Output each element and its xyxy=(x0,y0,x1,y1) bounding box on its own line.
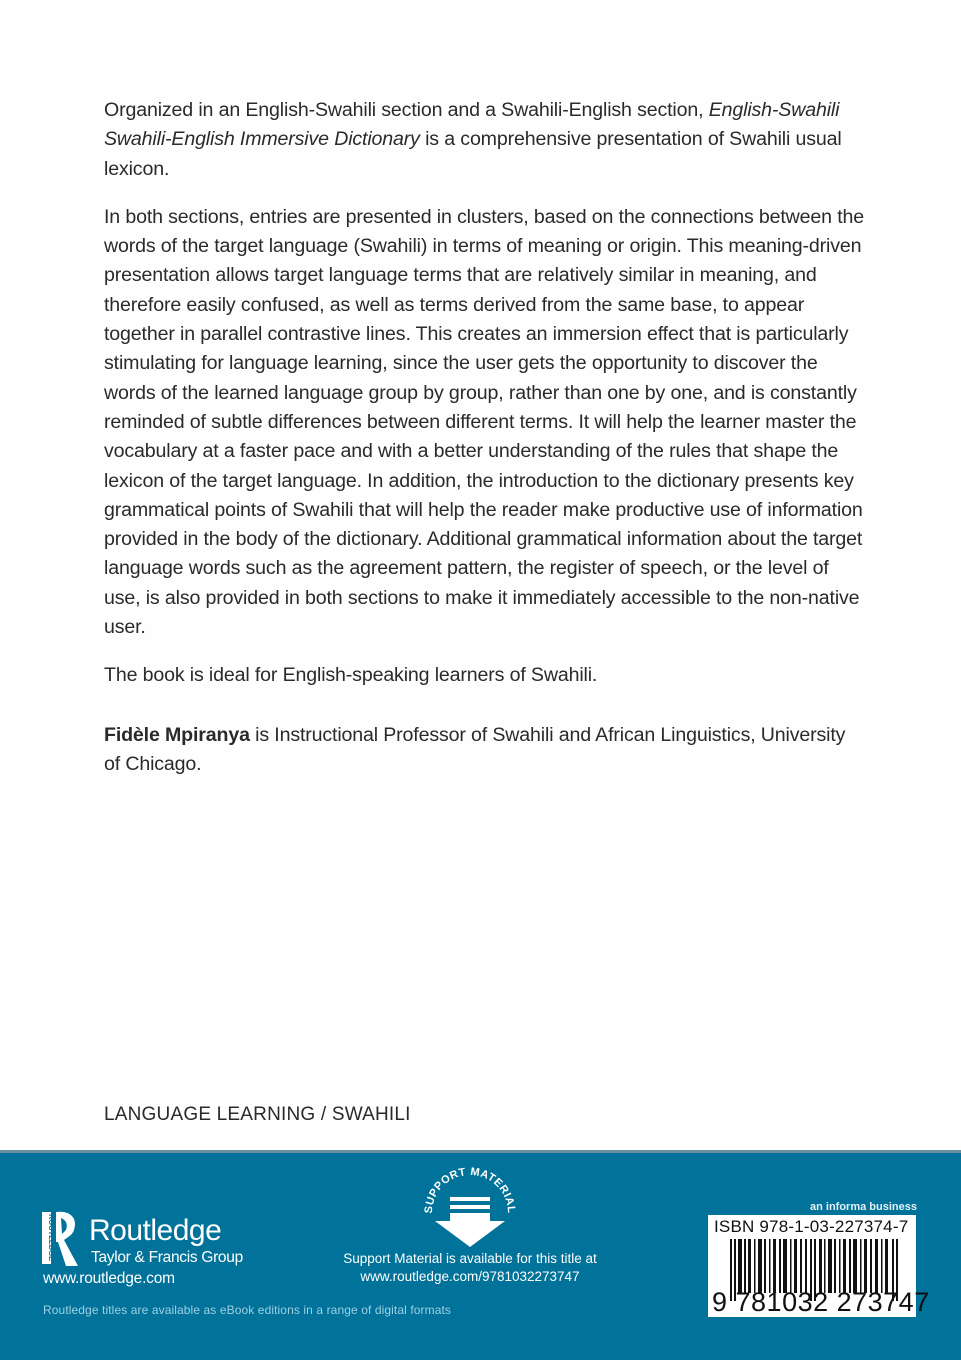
support-material xyxy=(330,1167,610,1285)
barcode-digits: 9 781032 273747 xyxy=(712,1287,930,1317)
description-paragraph-1: Organized in an English-Swahili section and a Swahili-English section, English-Swahili Swahili-English Immersive Dictionary is a comprehensive presentation of Swahili usual lexicon. xyxy=(104,99,842,180)
publisher-footer xyxy=(0,1153,961,1360)
svg-text:ROUTLEDGE: ROUTLEDGE xyxy=(47,1214,56,1262)
isbn-number: ISBN 978-1-03-227374-7 xyxy=(714,1217,909,1236)
publisher-name: Routledge xyxy=(89,1214,222,1247)
author-name: Fidèle Mpiranya xyxy=(104,723,250,746)
back-cover-description xyxy=(104,96,864,798)
ebook-note: Routledge titles are available as eBook editions in a range of digital formats xyxy=(43,1303,452,1317)
routledge-head-icon xyxy=(42,1210,82,1268)
subject-category: LANGUAGE LEARNING / SWAHILI xyxy=(104,1104,411,1125)
informa-tagline: an informa business xyxy=(810,1201,917,1213)
svg-text:SUPPORT MATERIAL: SUPPORT MATERIAL xyxy=(422,1167,518,1214)
description-paragraph-3: The book is ideal for English-speaking learners of Swahili. xyxy=(104,664,598,687)
support-text-line1: Support Material is available for this title at xyxy=(343,1251,597,1266)
author-bio: Fidèle Mpiranya is Instructional Professor of Swahili and African Linguistics, University of Chicago. xyxy=(104,723,846,775)
publisher-url[interactable]: www.routledge.com xyxy=(43,1270,175,1287)
support-material-download-icon xyxy=(410,1167,530,1249)
book-title: English-Swahili Swahili-English Immersive Dictionary xyxy=(104,99,840,151)
description-paragraph-2: In both sections, entries are presented in clusters, based on the connections between the words of the target language (Swahili) in terms of meaning or origin. This meaning-driven presentation allows target language terms that are relatively similar in meaning, and therefore easily confused, as well as terms derived from the same base, to appear together in parallel contrastive lines. This creates an immersion effect that is particularly stimulating for language learning, since the user gets the opportunity to discover the words of the learned language group by group, rather than one by one, and is constantly reminded of subtle differences between different terms. It will help the learner master the vocabulary at a faster pace and with a better understanding of the rules that shape the lexicon of the target language. In addition, the introduction to the dictionary presents key grammatical points of Swahili that will help the reader make productive use of information provided in the body of the dictionary. Additional grammatical information about the target language words such as the agreement pattern, the register of speech, or the level of use, is also provided in both sections to make it immediately accessible to the non-native user. xyxy=(104,205,865,639)
publisher-group: Taylor & Francis Group xyxy=(91,1249,243,1266)
isbn-barcode xyxy=(708,1215,930,1317)
support-url[interactable]: www.routledge.com/9781032273747 xyxy=(360,1269,580,1284)
